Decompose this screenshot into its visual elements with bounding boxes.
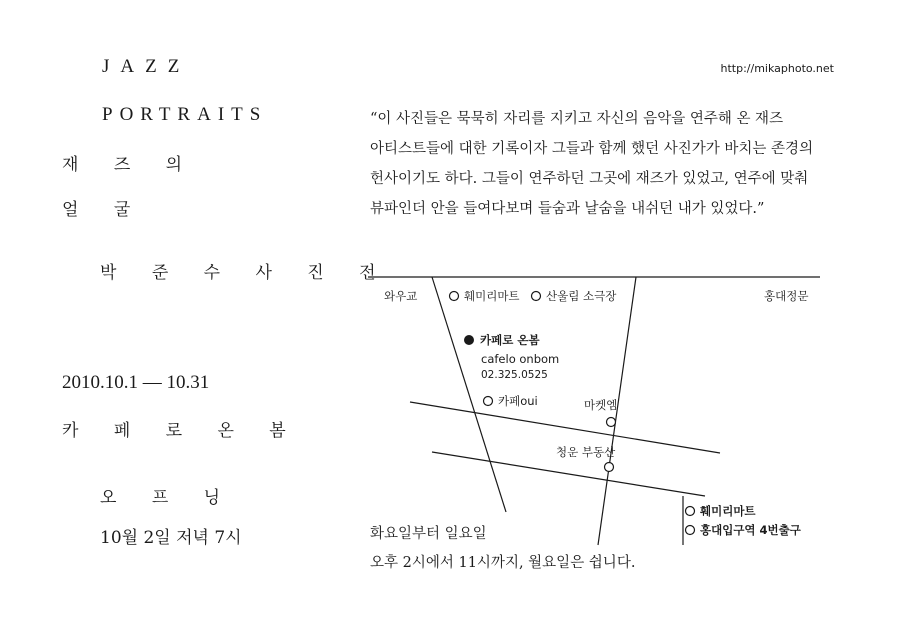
opening-label: 오 프 닝 [100, 488, 236, 508]
title-jazz: JAZZ [102, 56, 191, 77]
artist-name: 박 준 수 사 진 전 [100, 263, 391, 283]
station-exit-marker [686, 526, 695, 535]
quote-line: 아티스트들에 대한 기록이자 그들과 함께 했던 사진가가 바치는 존경의 [370, 141, 814, 157]
family-mart-bottom-marker [686, 507, 695, 516]
label-wawoogyo: 와우교 [384, 289, 418, 303]
cafe-oui-marker [484, 397, 493, 406]
hours-line1: 화요일부터 일요일 [370, 526, 487, 542]
hours-line2: 오후 2시에서 11시까지, 월요일은 쉽니다. [370, 555, 636, 571]
label-family-mart-bottom: 훼미리마트 [700, 504, 756, 518]
cafe-location-marker [464, 335, 474, 345]
left-diagonal-road [432, 277, 506, 512]
label-market-m: 마켓엠 [584, 398, 618, 412]
sanulrim-marker [532, 292, 541, 301]
label-cafe-roman: cafelo onbom [481, 352, 560, 366]
label-cafe-phone: 02.325.0525 [481, 369, 548, 381]
market-m-marker [607, 418, 616, 427]
title-korean-line2: 얼 굴 [62, 200, 146, 220]
label-family-mart-top: 훼미리마트 [464, 289, 520, 303]
opening-time: 10월 2일 저녁 7시 [100, 528, 242, 548]
label-hongik-gate: 홍대정문 [764, 289, 809, 303]
exhibition-dates: 2010.10.1 — 10.31 [62, 372, 210, 393]
website-url[interactable]: http://mikaphoto.net [720, 62, 834, 75]
title-portraits: PORTRAITS [102, 104, 268, 125]
label-cheongun: 청운 부동산 [556, 445, 616, 459]
quote-line: 뷰파인더 안을 들여다보며 들숨과 날숨을 내쉬던 내가 있었다.” [370, 201, 765, 217]
title-korean-line1: 재 즈 의 [62, 155, 198, 175]
label-station-exit: 홍대입구역 4번출구 [700, 523, 801, 537]
cheongun-marker [605, 463, 614, 472]
family-mart-top-marker [450, 292, 459, 301]
quote-line: 헌사이기도 하다. 그들이 연주하던 그곳에 재즈가 있었고, 연주에 맞춰 [370, 171, 809, 187]
venue-name: 카 페 로 온 봄 [62, 421, 301, 441]
label-cafe-name: 카페로 온봄 [480, 333, 540, 347]
label-cafe-oui: 카페oui [498, 394, 538, 408]
quote-line: “이 사진들은 묵묵히 자리를 지키고 자신의 음악을 연주해 온 재즈 [370, 111, 784, 127]
label-sanulrim: 산울림 소극장 [546, 289, 617, 303]
